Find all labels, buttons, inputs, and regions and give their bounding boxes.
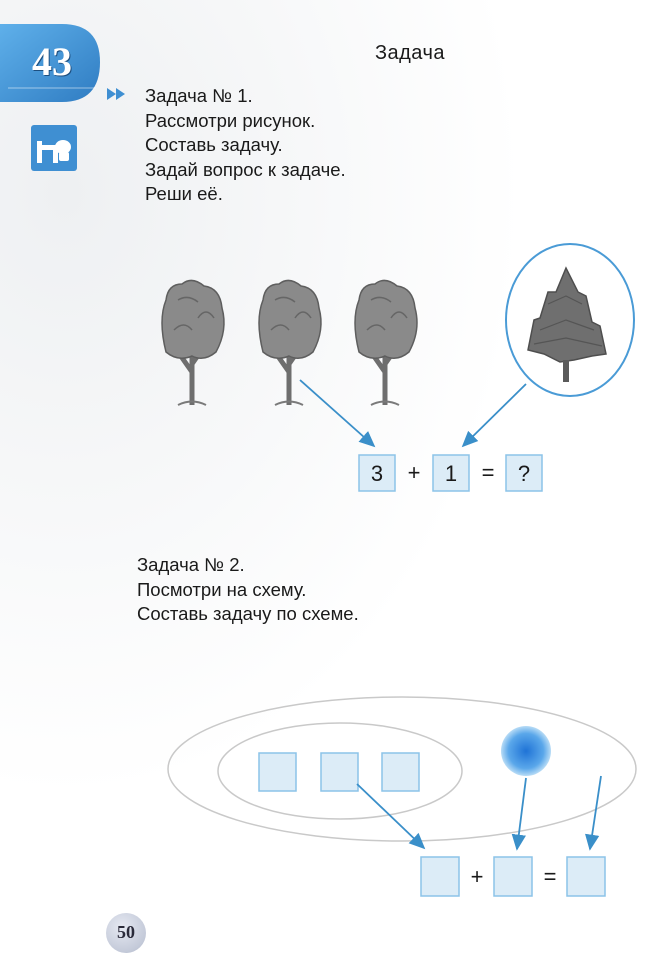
task1-line: Задай вопрос к задаче.: [145, 158, 346, 180]
task2-line: Составь задачу по схеме.: [137, 603, 359, 624]
arrow: [517, 778, 526, 849]
lesson-number: 43: [32, 39, 72, 84]
arrow: [463, 384, 526, 446]
task2-text: [137, 553, 359, 627]
scheme-equals: =: [543, 864, 557, 889]
task2-line: Задача № 2.: [137, 554, 245, 575]
task1-line: Реши её.: [145, 183, 223, 204]
task1-line: Рассмотри рисунок.: [145, 109, 316, 131]
scheme-box: [259, 753, 296, 791]
equation-left: 3: [370, 461, 384, 486]
tree-icon: [259, 280, 321, 405]
scheme-equation-box: [567, 857, 605, 896]
equation-right: 1: [444, 461, 458, 486]
arrow: [300, 380, 374, 446]
arrow: [590, 776, 601, 849]
equation-result: ?: [517, 461, 531, 486]
tree-icon: [355, 280, 417, 405]
equation-plus: +: [407, 460, 421, 485]
task1-line: Составь задачу.: [145, 134, 283, 155]
tree-icon: [162, 280, 224, 405]
fir-tree-icon: [528, 268, 606, 382]
blue-circle-icon: [501, 726, 551, 776]
equation-equals: =: [481, 460, 495, 485]
arrow: [357, 784, 424, 848]
task2-line: Посмотри на схему.: [137, 578, 307, 600]
page-title: Задача: [374, 42, 446, 64]
scheme-box: [382, 753, 419, 791]
scheme-box: [321, 753, 358, 791]
scheme-equation-box: [494, 857, 532, 896]
scheme-plus: +: [470, 864, 484, 889]
scheme-equation-box: [421, 857, 459, 896]
page-number: 50: [117, 922, 135, 942]
task1-line: Задача № 1.: [145, 85, 253, 106]
